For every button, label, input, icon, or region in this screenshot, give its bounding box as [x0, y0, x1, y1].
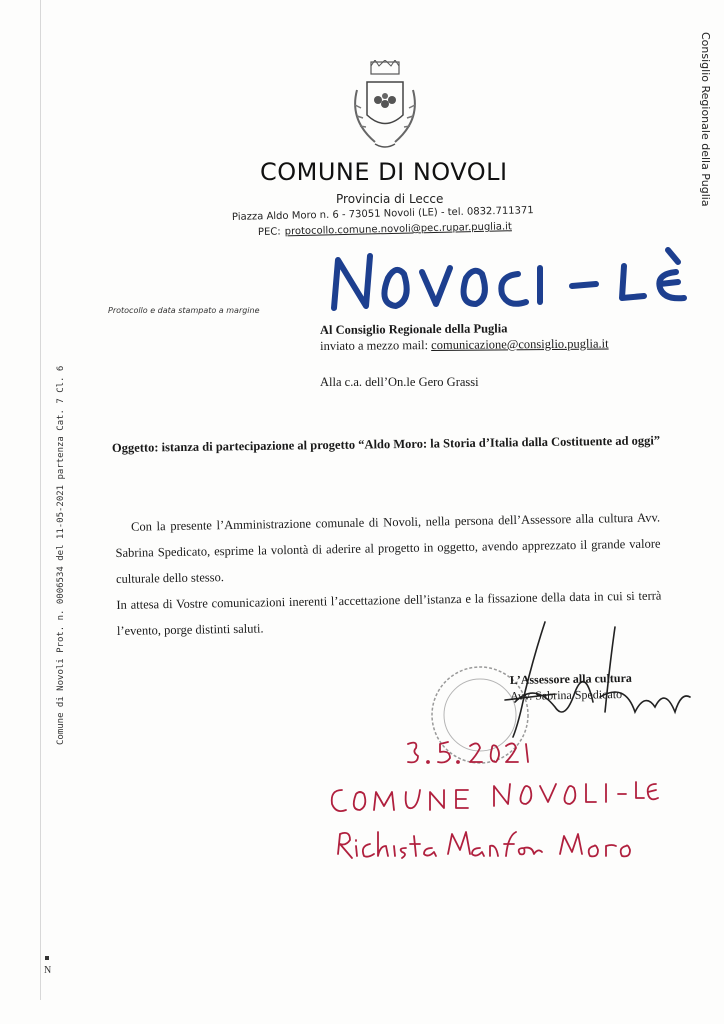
letter-subject: Oggetto: istanza di partecipazione al progetto “Aldo Moro: la Storia d’Italia dalla Costituente ad oggi” — [111, 433, 661, 455]
pec-email-link[interactable]: protocollo.comune.novoli@pec.rupar.puglia.it — [284, 221, 512, 238]
recipient-name: Al Consiglio Regionale della Puglia — [319, 321, 508, 338]
province-name: Provincia di Lecce — [336, 192, 444, 206]
recipient-block — [320, 319, 609, 354]
body-paragraph-2: In attesa di Vostre comunicazioni inerenti l’accettazione dell’istanza e la fissazione della data in cui si terrà l’evento, porge distinti saluti. — [116, 588, 662, 638]
signatory-name: Avv. Sabrina Spedicato — [510, 687, 623, 703]
corner-mark: N — [44, 965, 52, 976]
corner-dot — [45, 956, 49, 960]
page-edge-line — [40, 0, 41, 1000]
handwritten-novoli-le — [326, 228, 706, 328]
recipient-email-line — [320, 335, 609, 354]
recipient-via: inviato a mezzo mail: — [320, 338, 429, 353]
municipality-address: Piazza Aldo Moro n. 6 - 73051 Novoli (LE) - tel. 0832.711371 — [231, 205, 534, 223]
municipality-title: COMUNE DI NOVOLI — [260, 158, 508, 186]
recipient-email-link[interactable]: comunicazione@consiglio.puglia.it — [431, 336, 609, 353]
protocol-note: Protocollo e data stampato a margine — [108, 306, 260, 315]
handwritten-red-notes — [320, 736, 660, 876]
margin-protocol-stamp: Comune di Novoli Prot. n. 0006534 del 11-05-2021 partenza Cat. 7 Cl. 6 — [56, 365, 66, 745]
signatory-role: L’Assessore alla cultura — [509, 670, 632, 688]
body-paragraph-1: Con la presente l’Amministrazione comunale di Novoli, nella persona dell’Assessore alla cultura Avv. Sabrina Spedicato, esprime la volontà di aderire al progetto in oggetto, avendo apprezzato il grande valore culturale dello stesso. — [115, 510, 661, 586]
right-margin-header: Consiglio Regionale della Puglia — [699, 32, 712, 207]
attention-line: Alla c.a. dell’On.le Gero Grassi — [320, 375, 479, 389]
pec-label: PEC: — [257, 226, 281, 238]
signature-block — [510, 670, 633, 704]
municipal-crest-icon — [345, 60, 425, 160]
